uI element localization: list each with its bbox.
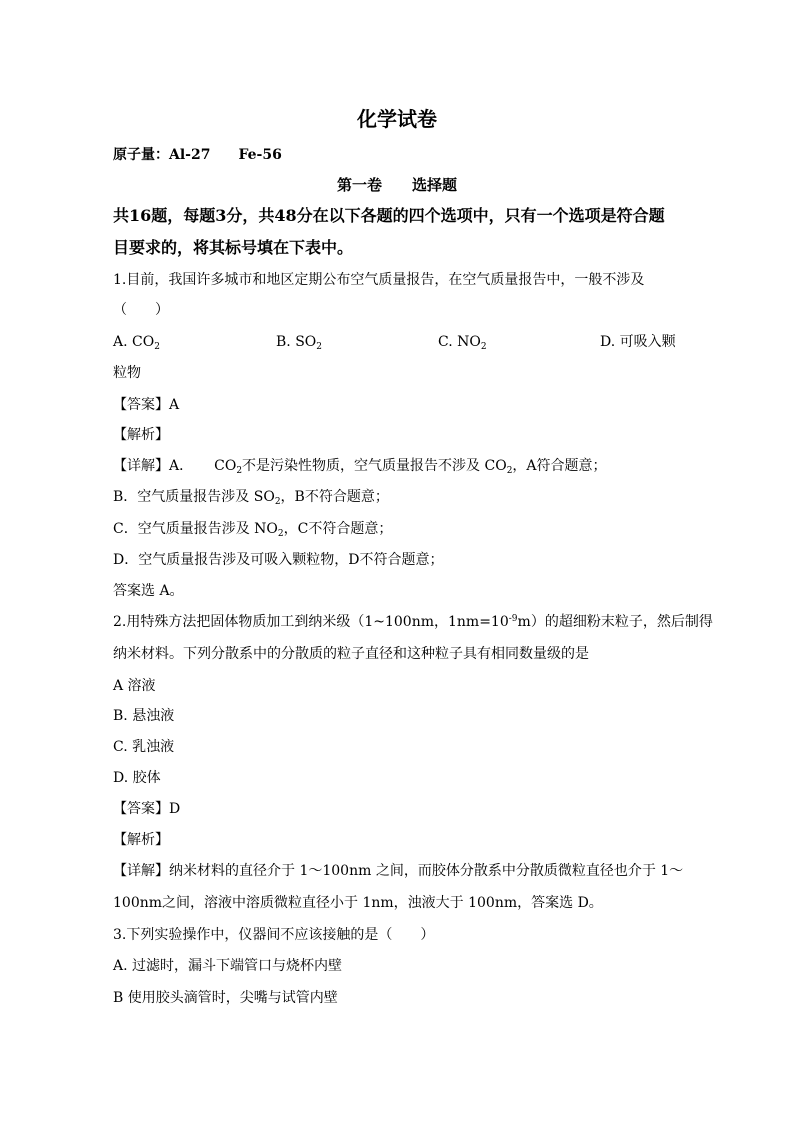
q3-option-b: B 使用胶头滴管时，尖嘴与试管内壁 [113,990,338,1006]
q1-detail-b: B．空气质量报告涉及 $SO_2$，B不符合题意； [113,489,389,507]
q2-detail-line-2: 100nm之间，溶液中溶质微粒直径小于 1nm，浊液大于 100nm，答案选 D。 [113,895,603,911]
section-heading: 第一卷 选择题 [336,176,457,194]
instructions-line-1: 共16题，每题3分，共48分在以下各题的四个选项中，只有一个选项是符合题 [113,206,665,225]
q1-analysis-label: 【解析】 [113,427,169,443]
q1-detail-c: C．空气质量报告涉及 $NO_2$，C不符合题意； [113,521,393,539]
q2-option-c: C. 乳浊液 [113,739,175,755]
q1-option-d: D. 可吸入颗 [600,334,676,350]
page-title: 化学试卷 [357,107,437,131]
q1-option-b: B. $SO_2$ [276,334,322,352]
q1-stem-line-2: （ ） [113,302,169,318]
q2-option-d: D. 胶体 [113,770,161,786]
atomic-mass-line: 原子量：Al-27 Fe-56 [113,147,282,163]
q1-detail-a: 【详解】A． $CO_2$不是污染性物质，空气质量报告不涉及 $CO_2$，A符合题意； [113,458,607,476]
q3-option-a: A. 过滤时，漏斗下端管口与烧杯内壁 [113,958,343,974]
q2-option-a: A 溶液 [113,678,156,694]
q2-analysis-label: 【解析】 [113,832,169,848]
q3-stem: 3.下列实验操作中，仪器间不应该接触的是（ ） [113,927,435,943]
q1-answer: 【答案】A [113,397,180,413]
q1-detail-d: D．空气质量报告涉及可吸入颗粒物，D不符合题意； [113,552,444,568]
q2-stem-line-2: 纳米材料。下列分散系中的分散质的粒子直径和这种粒子具有相同数量级的是 [113,646,589,662]
q1-stem-line-1: 1.目前，我国许多城市和地区定期公布空气质量报告，在空气质量报告中，一般不涉及 [113,272,645,288]
q2-stem-line-1: 2.用特殊方法把固体物质加工到纳米级（1~100nm，$1nm=10^{-9}m$）的超细粉末粒子，然后制得 [113,614,713,630]
q1-option-c: C. $NO_2$ [438,334,487,352]
q1-conclusion: 答案选 A。 [113,583,184,599]
q2-detail-line-1: 【详解】纳米材料的直径介于 1～100nm 之间，而胶体分散系中分散质微粒直径也介于 1～ [113,863,684,879]
q2-answer: 【答案】D [113,801,181,817]
q1-option-a: A. $CO_2$ [113,334,160,352]
instructions-line-2: 目要求的，将其标号填在下表中。 [113,238,354,257]
q2-option-b: B. 悬浊液 [113,708,175,724]
q1-option-d-continued: 粒物 [113,365,141,381]
